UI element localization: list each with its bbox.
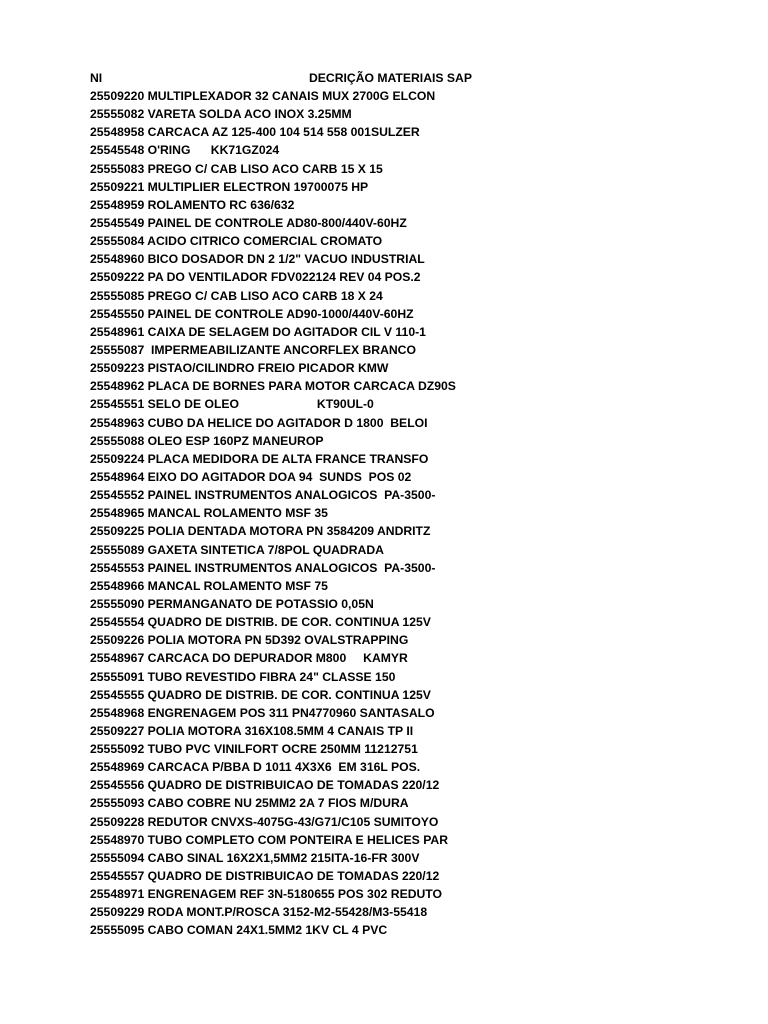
- list-item: 25548970 TUBO COMPLETO COM PONTEIRA E HELICES PAR: [90, 832, 449, 847]
- list-item: 25548963 CUBO DA HELICE DO AGITADOR D 1800 BELOI: [90, 415, 428, 430]
- list-item: 25509222 PA DO VENTILADOR FDV022124 REV 04 POS.2: [90, 270, 421, 285]
- list-item: 25555091 TUBO REVESTIDO FIBRA 24" CLASSE 150: [90, 669, 396, 684]
- list-item: 25545550 PAINEL DE CONTROLE AD90-1000/440V-60HZ: [90, 306, 414, 321]
- list-item: 25545556 QUADRO DE DISTRIBUICAO DE TOMADAS 220/12: [90, 778, 440, 793]
- list-item: 25555092 TUBO PVC VINILFORT OCRE 250MM 11212751: [90, 742, 418, 757]
- list-item: 25545553 PAINEL INSTRUMENTOS ANALOGICOS PA-3500-: [90, 560, 436, 575]
- ni-column-header: NI: [90, 71, 103, 85]
- list-item: 25555093 CABO COBRE NU 25MM2 2A 7 FIOS M/DURA: [90, 796, 409, 811]
- list-item: 25555088 OLEO ESP 160PZ MANEUROP: [90, 433, 324, 448]
- list-item: 25555085 PREGO C/ CAB LISO ACO CARB 18 X 24: [90, 288, 383, 303]
- list-item: 25555082 VARETA SOLDA ACO INOX 3.25MM: [90, 107, 352, 122]
- list-item: 25509229 RODA MONT.P/ROSCA 3152-M2-55428/M3-55418: [90, 905, 428, 920]
- list-item: 25555094 CABO SINAL 16X2X1,5MM2 215ITA-16-FR 300V: [90, 850, 420, 865]
- list-item: 25509225 POLIA DENTADA MOTORA PN 3584209 ANDRITZ: [90, 524, 431, 539]
- list-item: 25548959 ROLAMENTO RC 636/632: [90, 197, 295, 212]
- list-item: 25548961 CAIXA DE SELAGEM DO AGITADOR CIL V 110-1: [90, 324, 426, 339]
- list-item: 25545549 PAINEL DE CONTROLE AD80-800/440V-60HZ: [90, 215, 407, 230]
- list-item: 25548968 ENGRENAGEM POS 311 PN4770960 SANTASALO: [90, 705, 435, 720]
- list-item: 25548960 BICO DOSADOR DN 2 1/2" VACUO INDUSTRIAL: [90, 252, 425, 267]
- list-item: 25509221 MULTIPLIER ELECTRON 19700075 HP: [90, 179, 369, 194]
- list-item: 25548965 MANCAL ROLAMENTO MSF 35: [90, 506, 328, 521]
- list-item: 25555089 GAXETA SINTETICA 7/8POL QUADRADA: [90, 542, 384, 557]
- list-item: 25509223 PISTAO/CILINDRO FREIO PICADOR KMW: [90, 361, 389, 376]
- list-item: 25548962 PLACA DE BORNES PARA MOTOR CARCACA DZ90S: [90, 379, 456, 394]
- list-item: 25509220 MULTIPLEXADOR 32 CANAIS MUX 2700G ELCON: [90, 89, 436, 103]
- list-item: 25548969 CARCACA P/BBA D 1011 4X3X6 EM 316L POS.: [90, 760, 421, 775]
- list-item: 25509227 POLIA MOTORA 316X108.5MM 4 CANAIS TP II: [90, 723, 414, 738]
- list-item: 25545557 QUADRO DE DISTRIBUICAO DE TOMADAS 220/12: [90, 869, 440, 884]
- list-item: 25509226 POLIA MOTORA PN 5D392 OVALSTRAPPING: [90, 633, 409, 648]
- list-item: 25555095 CABO COMAN 24X1.5MM2 1KV CL 4 PVC: [90, 923, 388, 938]
- description-column-header: DECRIÇÃO MATERIAIS SAP: [309, 71, 472, 85]
- list-item: 25548966 MANCAL ROLAMENTO MSF 75: [90, 578, 328, 593]
- list-item: 25545555 QUADRO DE DISTRIB. DE COR. CONTINUA 125V: [90, 687, 431, 702]
- list-item: 25509228 REDUTOR CNVXS-4075G-43/G71/C105 SUMITOYO: [90, 814, 439, 829]
- list-item: 25548967 CARCACA DO DEPURADOR M800 KAMYR: [90, 651, 408, 666]
- list-item: 25545551 SELO DE OLEO KT90UL-0: [90, 397, 374, 412]
- list-item: 25545548 O'RING KK71GZ024: [90, 143, 280, 158]
- list-item: 25545554 QUADRO DE DISTRIB. DE COR. CONTINUA 125V: [90, 615, 431, 630]
- list-item: 25555090 PERMANGANATO DE POTASSIO 0,05N: [90, 596, 374, 611]
- table-header: [90, 69, 730, 87]
- list-item: 25545552 PAINEL INSTRUMENTOS ANALOGICOS PA-3500-: [90, 488, 436, 503]
- materials-list: [90, 87, 740, 940]
- list-item: 25509224 PLACA MEDIDORA DE ALTA FRANCE TRANSFO: [90, 451, 429, 466]
- list-item: 25555087 IMPERMEABILIZANTE ANCORFLEX BRANCO: [90, 342, 416, 357]
- list-item: 25548958 CARCACA AZ 125-400 104 514 558 001SULZER: [90, 125, 420, 140]
- list-item: 25548971 ENGRENAGEM REF 3N-5180655 POS 302 REDUTO: [90, 887, 443, 902]
- list-item: 25548964 EIXO DO AGITADOR DOA 94 SUNDS POS 02: [90, 469, 412, 484]
- list-item: 25555083 PREGO C/ CAB LISO ACO CARB 15 X 15: [90, 161, 383, 176]
- list-item: 25555084 ACIDO CITRICO COMERCIAL CROMATO: [90, 234, 383, 249]
